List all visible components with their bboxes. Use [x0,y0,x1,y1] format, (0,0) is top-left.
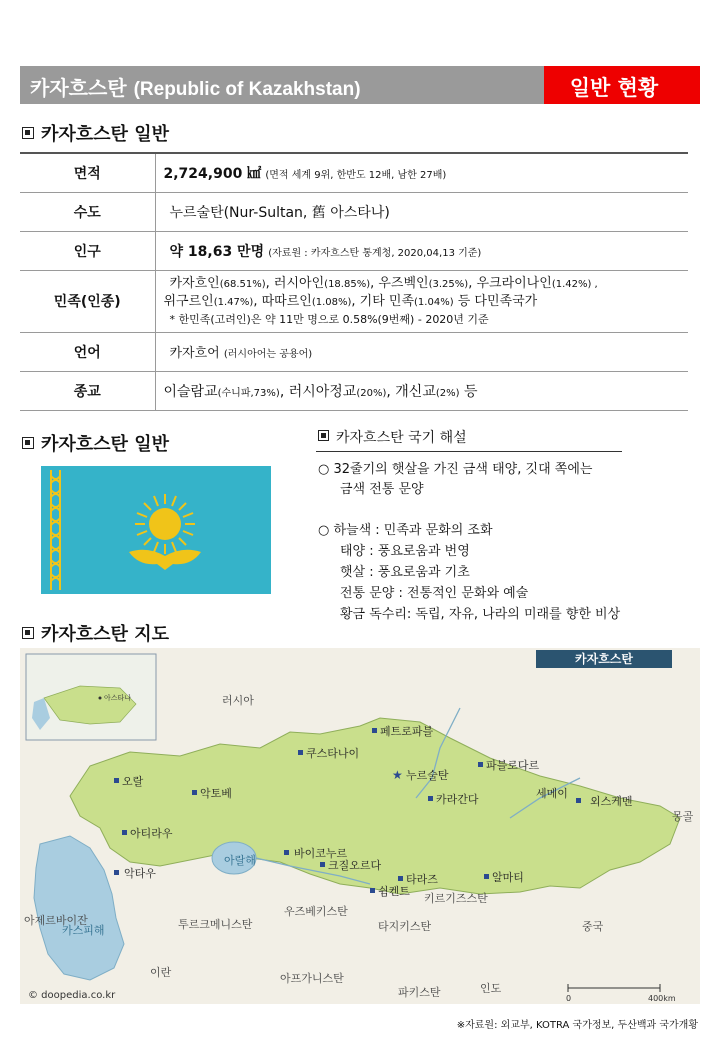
city-pavlodar: 파블로다르 [486,759,540,772]
title-korean: 카자흐스탄 [30,76,127,100]
flag-description-1-line-1: ○ 32줄기의 햇살을 가진 금색 태양, 깃대 쪽에는 [318,462,593,477]
city-atyrau: 아티라우 [130,827,173,840]
country-info-table [20,152,688,411]
general-status-badge [544,66,700,104]
source-note: ※자료원: 외교부, KOTRA 국가정보, 두산백과 국가개황 [456,1020,698,1031]
flag-description-2-line-4: 전통 문양 : 전통적인 문화와 예술 [340,586,529,601]
population-value-note: (자료원 : 카자흐스탄 통계청, 2020,04,13 기준) [268,247,482,259]
table-row-area [20,153,688,192]
city-semey: 세메이 [536,787,568,800]
ethnicity-line-1: 카자흐인(68.51%), 러시아인(18.85%), 우즈벡인(3.25%), 우크라이나인(1.42%) , [169,275,598,291]
population-value [155,231,688,270]
kazakhstan-flag [41,466,271,594]
language-value [155,332,688,371]
table-row-capital [20,192,688,231]
section-heading-text: 카자흐스탄 일반 [41,124,169,145]
city-petropavl: 페트로파블 [380,725,434,738]
section-heading-general [22,120,169,146]
flag-description-2-line-3: 햇살 : 풍요로움과 기초 [340,565,470,580]
label-azerbaijan: 아제르바이잔 [24,914,88,927]
city-baikonur: 바이코누르 [294,847,348,860]
city-aktau: 악타우 [124,867,156,880]
map-watermark: © doopedia.co.kr [28,990,116,1001]
label-tajikistan: 타지키스탄 [378,920,432,933]
scale-end: 400km [648,994,676,1003]
table-row-population [20,231,688,270]
city-kyzylorda: 크질오르다 [328,859,382,872]
area-value-main: 2,724,900 ㎢ [163,165,262,182]
population-value-main: 약 18,63 만명 [169,243,265,260]
city-nursultan: 누르술탄 [406,769,449,782]
label-aral-sea: 아랄해 [224,854,256,867]
capital-star-icon: ★ [392,768,403,782]
flag-description-2 [318,520,620,625]
page-title [30,72,361,101]
section-heading-map [22,620,169,646]
city-shymkent: 쉼켄트 [378,885,410,898]
flag-description-2-line-1: ○ 하늘색 : 민족과 문화의 조화 [318,523,493,538]
label-iran: 이란 [150,966,172,979]
ethnicity-note: * 한민족(고려인)은 약 11만 명으로 0.58%(9번째) - 2020년 기준 [169,312,489,326]
section-heading-text: 카자흐스탄 일반 [41,434,169,455]
flag-description-2-line-5: 황금 독수리: 독립, 자유, 나라의 미래를 향한 비상 [340,607,621,622]
badge-label: 일반 현황 [569,76,659,100]
area-value-note: (면적 세계 9위, 한반도 12배, 남한 27배) [265,169,447,181]
inset-map-label: 아스타나 [104,694,132,702]
square-bullet-icon [318,430,329,441]
capital-label: 수도 [20,192,155,231]
flag-explanation-heading-text: 카자흐스탄 국기 해설 [336,430,467,446]
ethnicity-line-2: 위구르인(1.47%), 따따르인(1.08%), 기타 민족(1.04%) 등 다민족국가 [163,293,538,309]
section-heading-text: 카자흐스탄 지도 [41,624,169,645]
kazakhstan-map [20,648,700,1004]
divider [316,451,622,452]
flag-description-2-line-2: 태양 : 풍요로움과 번영 [340,544,470,559]
city-oskemen: 외스케멘 [590,795,633,808]
area-label: 면적 [20,153,155,192]
section-heading-flag [22,430,169,456]
city-almaty: 알마티 [492,871,524,884]
area-value [155,153,688,192]
ethnicity-label: 민족(인종) [20,270,155,332]
city-aktobe: 악토베 [200,787,232,800]
city-taraz: 타라즈 [406,873,438,886]
flag-description-1-line-2: 금색 전통 문양 [340,482,424,497]
language-label: 언어 [20,332,155,371]
city-karaganda: 카라간다 [436,793,479,806]
sun-icon [135,494,195,554]
label-kyrgyzstan: 키르기즈스탄 [424,892,488,905]
title-english: (Republic of Kazakhstan) [133,79,361,100]
table-row-ethnicity [20,270,688,332]
label-india: 인도 [480,982,502,995]
map-graphic [20,648,700,1004]
language-value-note: (러시아어는 공용어) [223,349,313,360]
title-bar [20,66,544,104]
table-row-language [20,332,688,371]
table-row-religion [20,371,688,410]
square-bullet-icon [22,127,34,139]
religion-label: 종교 [20,371,155,410]
label-china: 중국 [582,920,604,933]
label-afghanistan: 아프가니스탄 [280,972,344,985]
population-label: 인구 [20,231,155,270]
ethnicity-value [155,270,688,332]
label-caspian-sea: 카스피해 [62,924,105,937]
label-pakistan: 파키스탄 [398,986,441,999]
flag-description-1 [318,460,592,500]
square-bullet-icon [22,437,34,449]
map-title: 카자흐스탄 [575,652,633,666]
flag-graphic [41,466,271,594]
religion-value: 이슬람교(수니파,73%), 러시아정교(20%), 개신교(2%) 등 [155,371,688,410]
label-mongolia: 몽골 [672,810,694,823]
label-turkmenistan: 투르크메니스탄 [178,918,253,931]
scale-start: 0 [566,994,572,1003]
flag-explanation-heading [318,427,467,447]
language-value-main: 카자흐어 [169,346,220,361]
label-uzbekistan: 우즈베키스탄 [284,905,348,918]
city-kostanay: 쿠스타나이 [306,747,360,760]
square-bullet-icon [22,627,34,639]
capital-value: 누르술탄(Nur-Sultan, 舊 아스타나) [155,192,688,231]
label-russia: 러시아 [222,694,254,707]
city-oral: 오랄 [122,775,144,788]
